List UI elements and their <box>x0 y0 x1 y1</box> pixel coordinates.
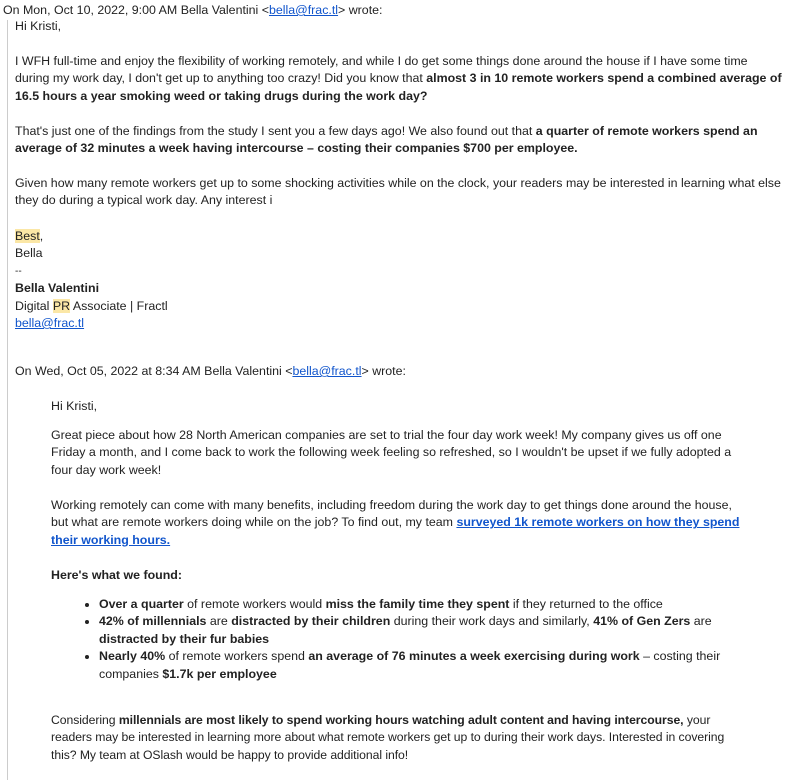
reply-attribution: On Mon, Oct 10, 2022, 9:00 AM Bella Valentini <bella@frac.tl> wrote: <box>3 3 383 17</box>
highlight-best: Best <box>15 229 40 243</box>
finding-item: • Nearly 40% of remote workers spend an average of 76 minutes a week exercising during work – costing their companies $1.7k per employee <box>99 648 746 683</box>
greeting: Hi Kristi, <box>15 19 62 33</box>
original-paragraph-2: Working remotely can come with many benefits, including freedom during the work day to get things done around the house, but what are remote workers doing while on the job? To find out, my team surveyed 1k remote workers on how they spend their working hours. <box>51 498 740 547</box>
signature-name: Bella Valentini <box>15 281 100 295</box>
survey-link[interactable]: surveyed 1k remote workers on how they spend their working hours. <box>51 515 740 547</box>
reply-paragraph-3: Given how many remote workers get up to some shocking activities while on the clock, your readers may be interested in learning what else they do during a typical work day. Any interest i <box>15 176 781 208</box>
finding-item: • 42% of millennials are distracted by their children during their work days and similarly, 41% of Gen Zers are distracted by their fur babies <box>99 613 746 648</box>
highlight-pr: PR <box>52 299 71 313</box>
original-attribution: On Wed, Oct 05, 2022 at 8:34 AM Bella Valentini <bella@frac.tl> wrote: <box>15 364 406 378</box>
findings-list <box>51 596 746 683</box>
sender-email-link[interactable]: bella@frac.tl <box>268 3 339 17</box>
findings-heading: Here's what we found: <box>51 568 182 582</box>
signature-email <box>15 315 785 332</box>
reply-paragraph-1: I WFH full-time and enjoy the flexibility of working remotely, and while I do get some things done around the house if I have some time during my work day, I don't get up to anything too crazy! Did you know that almost 3 in 10 remote workers spend a combined average of 16.5 hours a year smoking weed or taking drugs during the work day? <box>15 54 782 103</box>
closing-paragraph: Considering millennials are most likely to spend working hours watching adult content and having intercourse, your readers may be interested in learning more about what remote workers get up to during their work days. Interested in covering this? My team at OSlash would be happy to provide additional info! <box>51 713 725 762</box>
finding-item: • Over a quarter of remote workers would miss the family time they spent if they returned to the office <box>99 596 746 613</box>
reply-paragraph-2: That's just one of the findings from the study I sent you a few days ago! We also found out that a quarter of remote workers spend an average of 32 minutes a week having intercourse – costing their companies $700 per employee. <box>15 124 758 156</box>
quoted-message <box>7 20 785 780</box>
original-sender-email-link[interactable]: bella@frac.tl <box>292 364 362 378</box>
signoff-name: Bella <box>15 246 43 260</box>
original-paragraph-1: Great piece about how 28 North American companies are set to trial the four day work week! My company gives us off one Friday a month, and I come back to work the following week feeling so refreshed, so I wouldn't be upset if we fully adopted a four day work week! <box>51 428 732 477</box>
signature-separator: -- <box>15 266 22 277</box>
original-greeting: Hi Kristi, <box>51 399 98 413</box>
signature-email-link[interactable]: bella@frac.tl <box>15 316 85 330</box>
signoff: Best, <box>15 229 44 243</box>
signature-title: Digital PR Associate | Fractl <box>15 299 168 313</box>
